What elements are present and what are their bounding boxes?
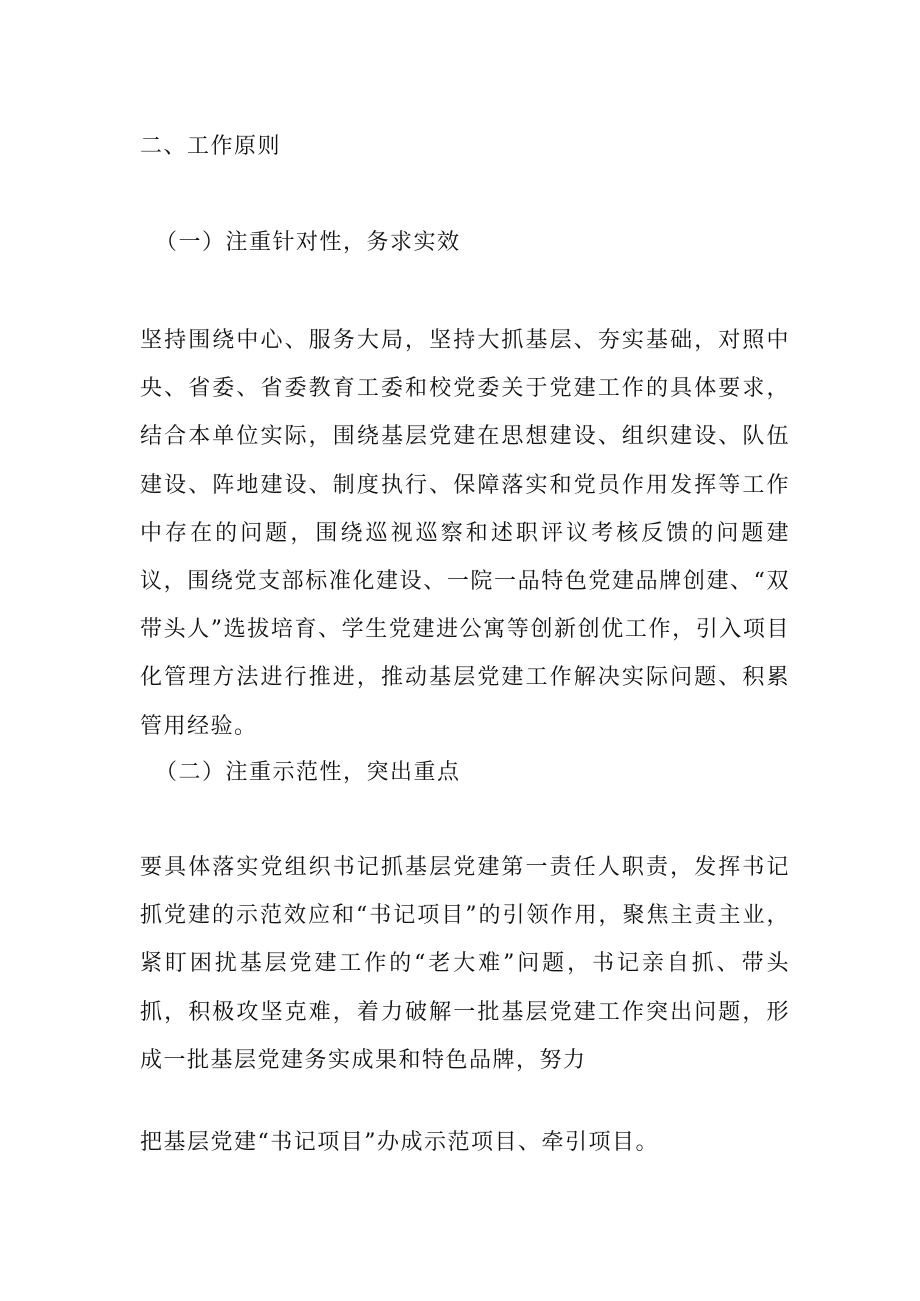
- paragraph-1: 坚持围绕中心、服务大局，坚持大抓基层、夯实基础，对照中央、省委、省委教育工委和校党委关于党建工作的具体要求，结合本单位实际，围绕基层党建在思想建设、组织建设、队伍建设、阵地建设、制度执行、保障落实和党员作用发挥等工作中存在的问题，围绕巡视巡察和述职评议考核反馈的问题建议，围绕党支部标准化建设、一院一品特色党建品牌创建、“双带头人”选拔培育、学生党建进公寓等创新创优工作，引入项目化管理方法进行推进，推动基层党建工作解决实际问题、积累管用经验。: [140, 328, 790, 739]
- section-heading: 二、工作原则: [140, 134, 282, 159]
- subsection-heading-2: （二）注重示范性，突出重点: [155, 760, 461, 785]
- paragraph-2: 要具体落实党组织书记抓基层党建第一责任人职责，发挥书记抓党建的示范效应和“书记项目”的引领作用，聚焦主责主业，紧盯困扰基层党建工作的“老大难”问题，书记亲自抓、带头抓，积极攻坚克难，着力破解一批基层党建工作突出问题，形成一批基层党建务实成果和特色品牌，努力: [140, 855, 790, 1073]
- paragraph-2-continuation: 把基层党建“书记项目”办成示范项目、牵引项目。: [140, 1130, 659, 1155]
- subsection-heading-1: （一）注重针对性，务求实效: [155, 230, 461, 255]
